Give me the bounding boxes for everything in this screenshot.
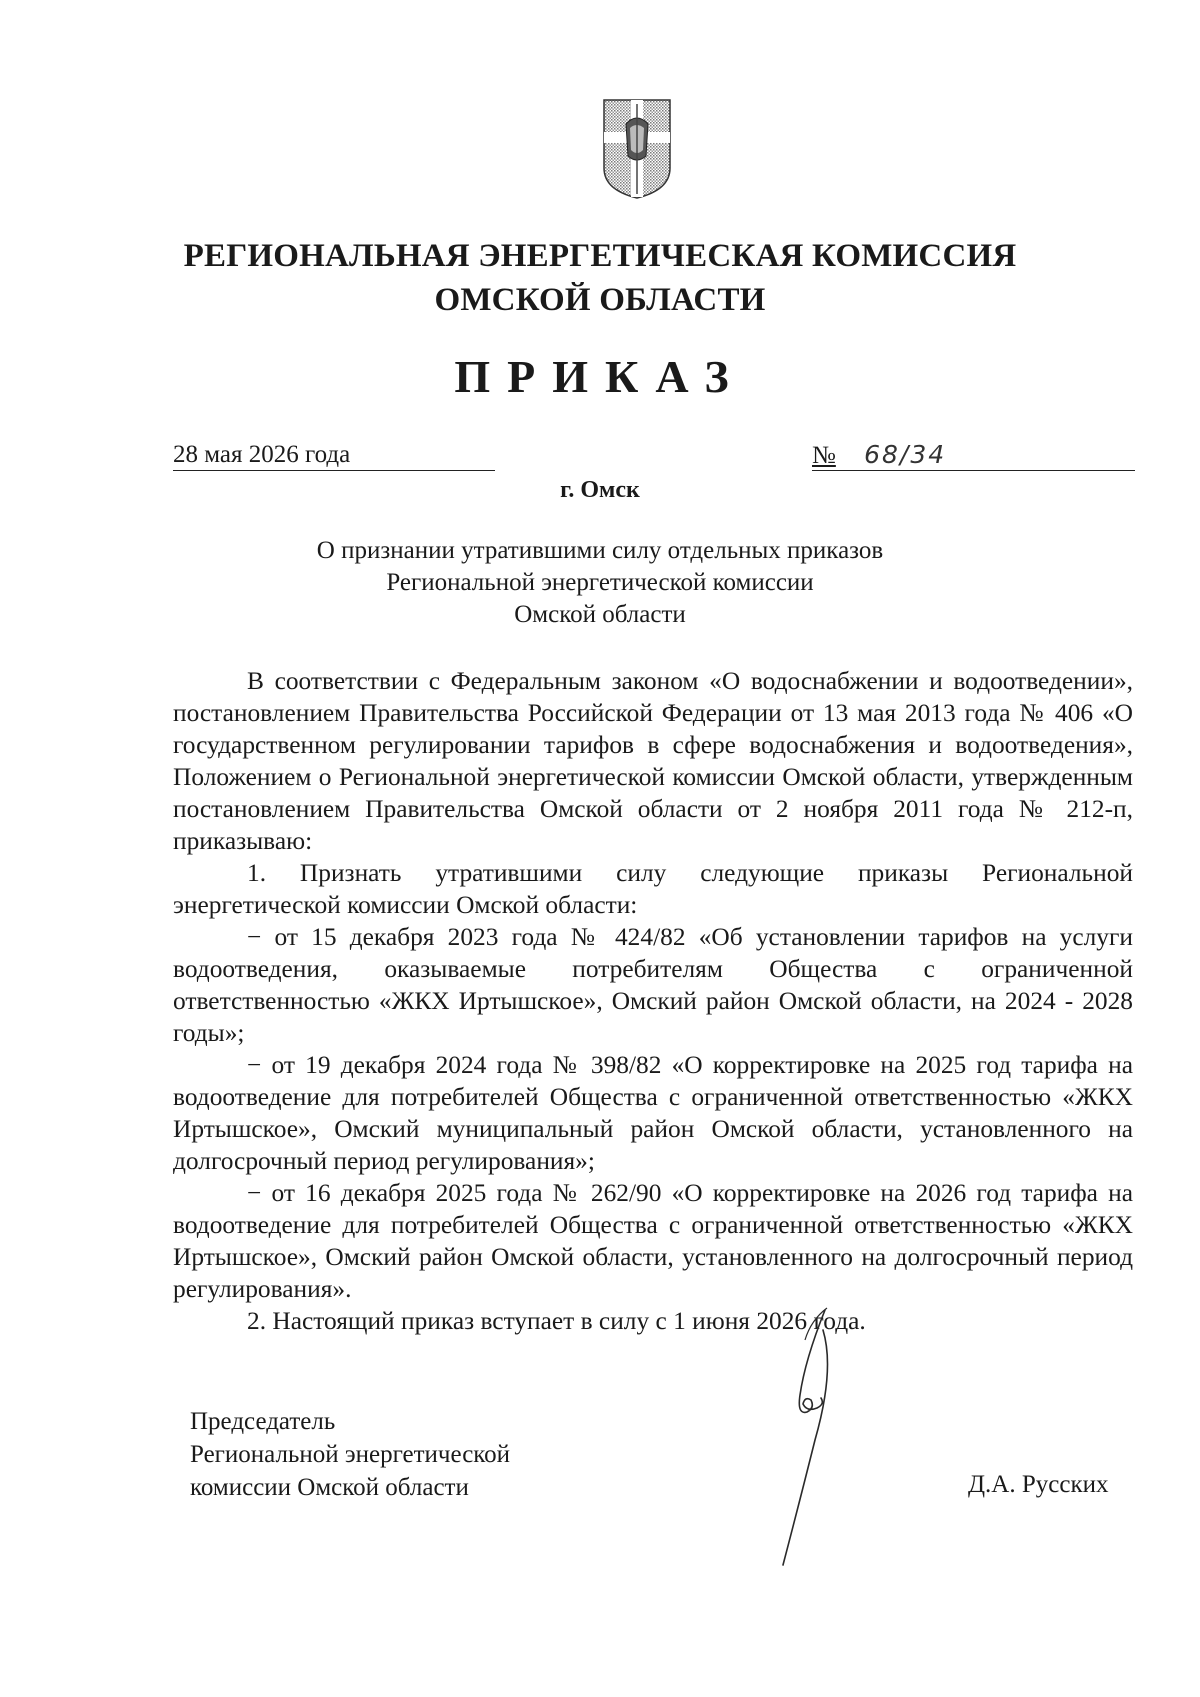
signer-name: Д.А. Русских bbox=[968, 1471, 1109, 1498]
item-1-paragraph: 1. Признать утратившими силу следующие приказы Региональной энергетической комиссии Омской области: bbox=[173, 859, 1133, 919]
document-body bbox=[173, 665, 1133, 1337]
subject-line: О признании утратившими силу отдельных приказов bbox=[316, 537, 884, 564]
document-date: 28 мая 2026 года bbox=[173, 440, 495, 471]
coat-of-arms-icon bbox=[602, 98, 672, 200]
signer-position-line: Региональной энергетической bbox=[190, 1441, 511, 1468]
document-subject bbox=[0, 535, 1200, 631]
list-item: − от 15 декабря 2023 года № 424/82 «Об установлении тарифов на услуги водоотведения, оказываемые потребителям Общества с ограниченной ответственностью «ЖКХ Иртышское», Омский район Омской области, на 2024 - 2028 годы»; bbox=[173, 923, 1133, 1047]
list-item: − от 16 декабря 2025 года № 262/90 «О корректировке на 2026 год тарифа на водоотведение для потребителей Общества с ограниченной ответственностью «ЖКХ Иртышское», Омский район Омской области, установленного на долгосрочный период регулирования». bbox=[173, 1179, 1133, 1303]
signer-position-line: Председатель bbox=[190, 1408, 336, 1435]
document-type-title: ПРИКАЗ bbox=[454, 351, 746, 402]
handwritten-signature-icon bbox=[745, 1300, 885, 1570]
signer-position-line: комиссии Омской области bbox=[190, 1474, 469, 1501]
handwritten-number: 68/34 bbox=[864, 440, 947, 469]
number-label: № bbox=[812, 442, 836, 469]
signer-position bbox=[190, 1405, 510, 1504]
item-2-paragraph: 2. Настоящий приказ вступает в силу с 1 июня 2026 года. bbox=[247, 1307, 866, 1335]
document-city: г. Омск bbox=[560, 477, 640, 503]
preamble-paragraph: В соответствии с Федеральным законом «О водоснабжении и водоотведении», постановлением Правительства Российской Федерации от 13 мая 2013 года № 406 «О государственном регулировании тарифов в сфере водоснабжения и водоотведения», Положением о Региональной энергетической комиссии Омской области, утвержденным постановлением Правительства Омской области от 2 ноября 2011 года № 212-п, приказываю: bbox=[173, 667, 1133, 855]
list-item: − от 19 декабря 2024 года № 398/82 «О корректировке на 2025 год тарифа на водоотведение для потребителей Общества с ограниченной ответственностью «ЖКХ Иртышское», Омский муниципальный район Омской области, установленного на долгосрочный период регулирования»; bbox=[173, 1051, 1133, 1175]
subject-line: Омской области bbox=[514, 601, 686, 628]
document-number bbox=[812, 440, 1135, 471]
organization-name-line2: ОМСКОЙ ОБЛАСТИ bbox=[434, 282, 766, 318]
subject-line: Региональной энергетической комиссии bbox=[386, 569, 814, 596]
organization-name-line1: РЕГИОНАЛЬНАЯ ЭНЕРГЕТИЧЕСКАЯ КОМИССИЯ bbox=[183, 238, 1017, 274]
